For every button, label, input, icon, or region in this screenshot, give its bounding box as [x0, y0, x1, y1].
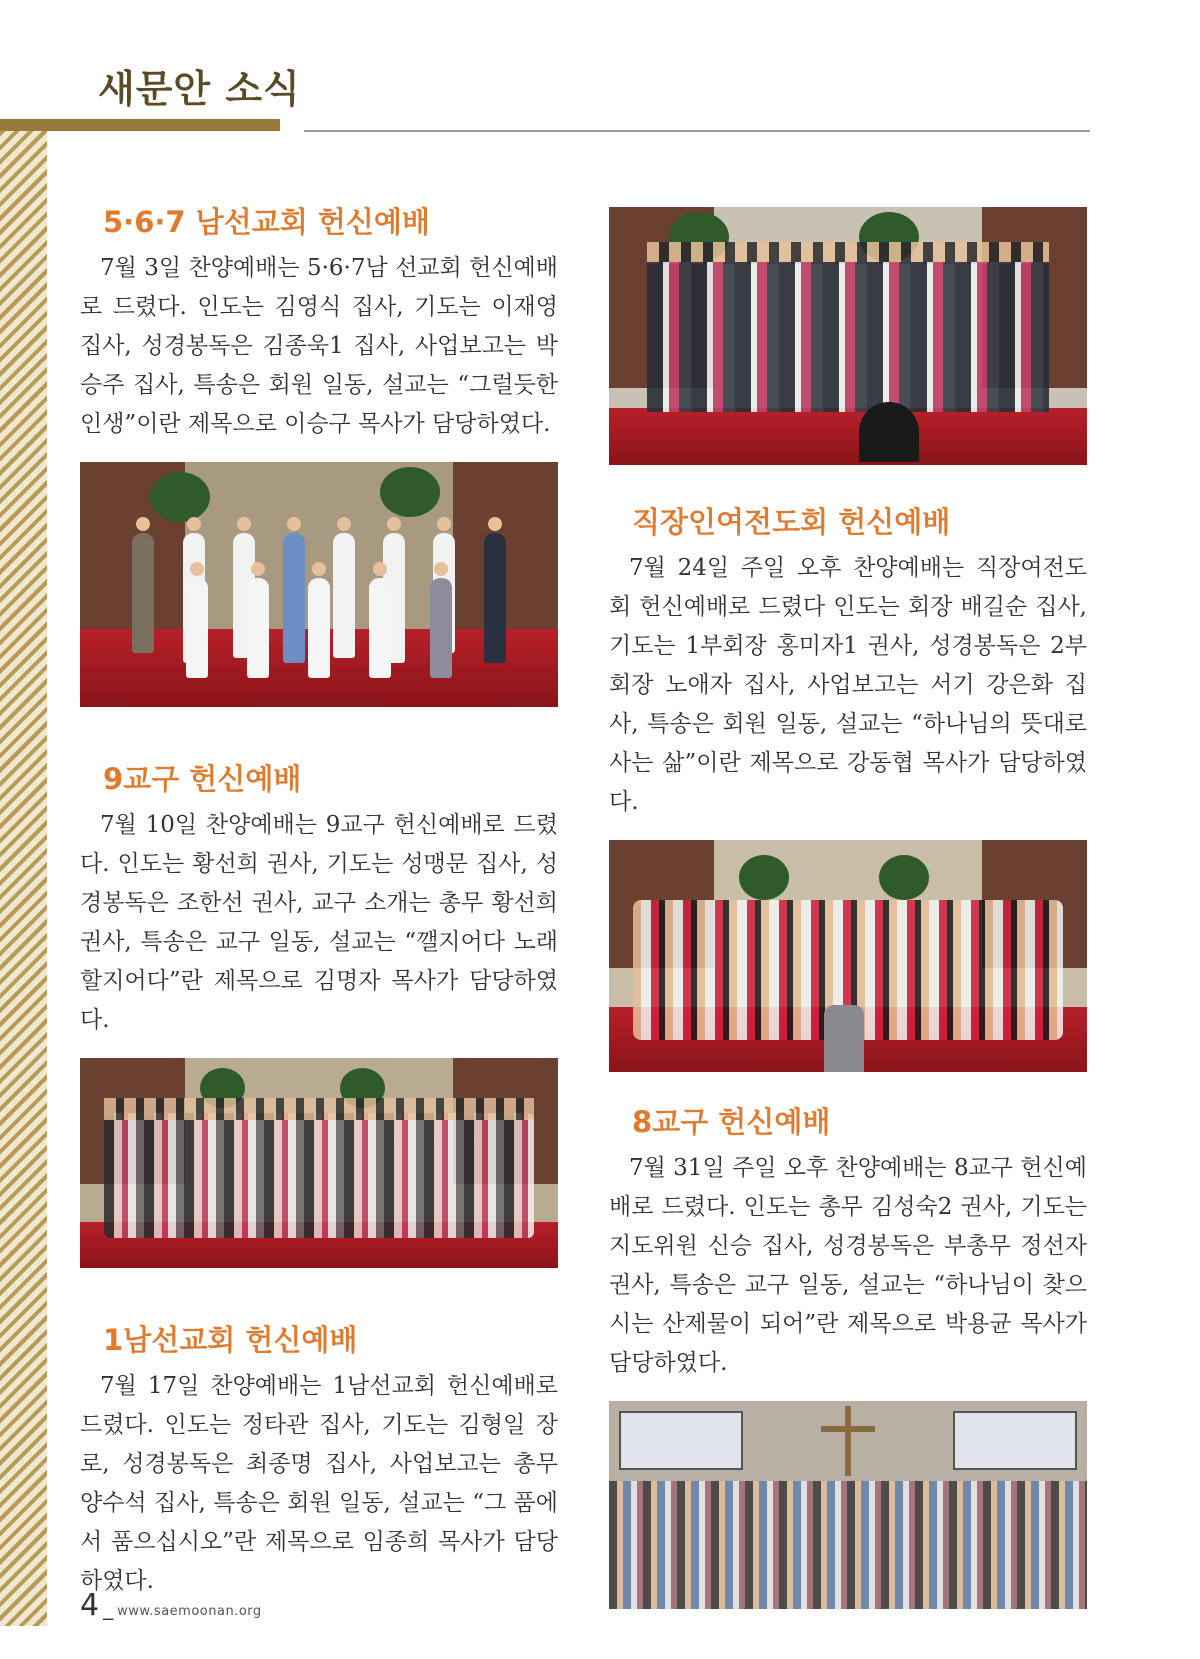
section-title: 9교구 헌신예배 [103, 762, 302, 796]
article-section [80, 1318, 558, 1601]
photo-working-women-choir [609, 840, 1087, 1072]
photo-men-choir-large [609, 207, 1087, 465]
website-url: www.saemoonan.org [117, 1604, 262, 1619]
section-body: 7월 10일 찬양예배는 9교구 헌신예배로 드렸다. 인도는 황선희 권사, 기도는 성맹문 집사, 성경봉독은 조한선 권사, 교구 소개는 총무 황선희 권사, 특송은 교구 일동, 설교는 “깰지어다 노래할지어다”란 제목으로 김명자 목사가 담당하였다. [80, 812, 558, 1033]
section-title: 5·6·7 남선교회 헌신예배 [103, 205, 430, 239]
header-divider [304, 130, 1090, 132]
section-body: 7월 17일 찬양예배는 1남선교회 헌신예배로 드렸다. 인도는 정타관 집사, 기도는 김형일 장로, 성경봉독은 최종명 집사, 사업보고는 총무 양수석 집사, 특송은 회원 일동, 설교는 “그 품에서 품으십시오”란 제목으로 임종희 목사가 담당하였다. [80, 1373, 558, 1594]
page-footer [80, 1588, 262, 1623]
page-title: 새문안 소식 [98, 67, 301, 111]
decorative-side-stripe [0, 131, 47, 1626]
left-column [80, 200, 558, 1601]
section-title: 8교구 헌신예배 [632, 1105, 831, 1139]
article-section [80, 200, 558, 444]
right-column [609, 207, 1087, 1609]
section-title: 직장인여전도회 헌신예배 [632, 505, 951, 539]
section-body: 7월 3일 찬양예배는 5·6·7남 선교회 헌신예배로 드렸다. 인도는 김영식 집사, 기도는 이재영 집사, 성경봉독은 김종욱1 집사, 사업보고는 박승주 집사, 특송은 회원 일동, 설교는 “그럴듯한 인생”이란 제목으로 이승구 목사가 담당하였다. [80, 255, 558, 437]
section-title: 1남선교회 헌신예배 [103, 1323, 358, 1357]
header-accent-bar [0, 119, 280, 131]
section-body: 7월 24일 주일 오후 찬양예배는 직장여전도회 헌신예배로 드렸다 인도는 회장 배길순 집사, 기도는 1부회장 홍미자1 권사, 성경봉독은 2부회장 노애자 집사, 사업보고는 서기 강은화 집사, 특송은 회원 일동, 설교는 “하나님의 뜻대로 사는 삶”이란 제목으로 강동협 목사가 담당하였다. [609, 555, 1087, 815]
photo-district9-choir [80, 1058, 558, 1268]
article-section [80, 757, 558, 1040]
article-section [609, 500, 1087, 822]
photo-men-choir-small [80, 462, 558, 707]
photo-district8-congregation [609, 1401, 1087, 1609]
article-section [609, 1100, 1087, 1383]
page-number: 4 [80, 1588, 100, 1623]
footer-separator: _ [103, 1596, 114, 1620]
section-body: 7월 31일 주일 오후 찬양예배는 8교구 헌신예배로 드렸다. 인도는 총무 김성숙2 권사, 기도는 지도위원 신승 집사, 성경봉독은 부총무 정선자 권사, 특송은 교구 일동, 설교는 “하나님이 찾으시는 산제물이 되어”란 제목으로 박용균 목사가 담당하였다. [609, 1155, 1087, 1376]
